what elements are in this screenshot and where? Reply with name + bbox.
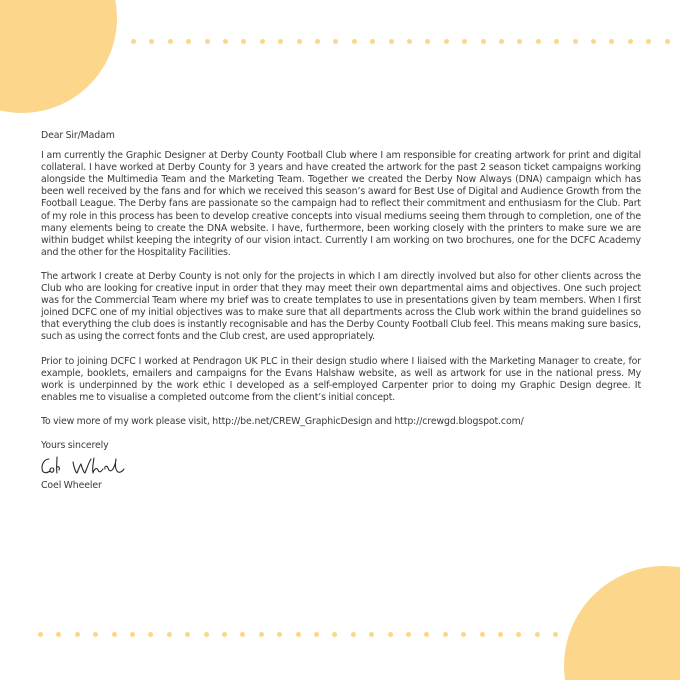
divider-dot: [186, 39, 191, 44]
divider-dot: [277, 632, 282, 637]
dot-divider-bottom: [0, 632, 680, 638]
handwritten-signature: [39, 454, 125, 478]
divider-dot: [168, 39, 173, 44]
divider-dot: [131, 39, 136, 44]
divider-dot: [222, 632, 227, 637]
divider-dot: [315, 39, 320, 44]
divider-dot: [591, 39, 596, 44]
divider-dot: [646, 39, 651, 44]
divider-dot: [296, 632, 301, 637]
divider-dot: [93, 632, 98, 637]
divider-dot: [185, 632, 190, 637]
cover-letter: [41, 130, 641, 492]
divider-dot: [424, 632, 429, 637]
divider-dot: [480, 632, 485, 637]
divider-dot: [240, 632, 245, 637]
divider-dot: [535, 632, 540, 637]
divider-dot: [148, 632, 153, 637]
divider-dot: [516, 632, 521, 637]
divider-dot: [38, 632, 43, 637]
divider-dot: [407, 39, 412, 44]
divider-dot: [278, 39, 283, 44]
divider-dot: [314, 632, 319, 637]
paragraph-previous-experience: Prior to joining DCFC I worked at Pendragon UK PLC in their design studio where I liaised with the Marketing Manager to create, for example, booklets, emailers and campaigns for the Evans Halshaw website, as well as artwork for use in the national press. My work is underpinned by the work ethic I developed as a self-employed Carpenter prior to doing my Graphic Design degree. It enables me to visualise a completed outcome from the client’s initial concept.: [41, 355, 641, 403]
divider-dot: [665, 39, 670, 44]
divider-dot: [333, 39, 338, 44]
divider-dot: [481, 39, 486, 44]
decorative-circle-bottom-right: [564, 566, 680, 680]
divider-dot: [204, 632, 209, 637]
divider-dot: [444, 39, 449, 44]
salutation: Dear Sir/Madam: [41, 130, 115, 141]
divider-dot: [406, 632, 411, 637]
divider-dot: [259, 632, 264, 637]
divider-dot: [241, 39, 246, 44]
divider-dot: [205, 39, 210, 44]
dot-divider-top: [0, 39, 680, 45]
divider-dot: [628, 39, 633, 44]
divider-dot: [149, 39, 154, 44]
divider-dot: [443, 632, 448, 637]
divider-dot: [389, 39, 394, 44]
divider-dot: [536, 39, 541, 44]
divider-dot: [130, 632, 135, 637]
divider-dot: [260, 39, 265, 44]
divider-dot: [462, 39, 467, 44]
divider-dot: [425, 39, 430, 44]
portfolio-links: To view more of my work please visit, http://be.net/CREW_GraphicDesign and http://crewgd.blogspot.com/: [41, 415, 524, 427]
divider-dot: [554, 39, 559, 44]
signer-name: Coel Wheeler: [41, 480, 102, 492]
divider-dot: [573, 39, 578, 44]
divider-dot: [498, 632, 503, 637]
divider-dot: [352, 39, 357, 44]
paragraph-club-clients: The artwork I create at Derby County is not only for the projects in which I am directly involved but also for other clients across the Club who are looking for creative input in order that they may meet their own departmental aims and objectives. One such project was for the Commercial Team where my brief was to create templates to use in presentations given by team members. When I first joined DCFC one of my initial objectives was to make sure that all departments across the Club work within the brand guidelines so that everything the club does is instantly recognisable and has the Derby County Football Club feel. This means making sure basics, such as using the correct fonts and the Club crest, are used appropriately.: [41, 270, 641, 343]
divider-dot: [112, 632, 117, 637]
decorative-circle-top-left: [0, 0, 117, 113]
divider-dot: [388, 632, 393, 637]
divider-dot: [351, 632, 356, 637]
divider-dot: [297, 39, 302, 44]
closing: Yours sincerely: [41, 439, 109, 451]
paragraph-current-role: I am currently the Graphic Designer at Derby County Football Club where I am responsible for creating artwork for print and digital collateral. I have worked at Derby County for 3 years and have created the artwork for the past 2 season ticket campaigns working alongside the Multimedia Team and the Marketing Team. Together we created the Derby Now Always (DNA) campaign which has been well received by the fans and for which we received this season’s award for Best Use of Digital and Audience Growth from the Football League. The Derby fans are passionate so the campaign had to reflect their commitment and enthusiasm for the Club. Part of my role in this process has been to develop creative concepts into visual mediums seeing them through to completion, one of the many elements being to create the DNA website. I have, furthermore, been working closely with the printers to make sure we are within budget whilst keeping the integrity of our vision intact. Currently I am working on two brochures, one for the DCFC Academy and the other for the Hospitality Facilities.: [41, 150, 641, 258]
divider-dot: [332, 632, 337, 637]
divider-dot: [369, 632, 374, 637]
divider-dot: [167, 632, 172, 637]
divider-dot: [75, 632, 80, 637]
divider-dot: [517, 39, 522, 44]
divider-dot: [223, 39, 228, 44]
divider-dot: [370, 39, 375, 44]
divider-dot: [609, 39, 614, 44]
divider-dot: [56, 632, 61, 637]
divider-dot: [553, 632, 558, 637]
divider-dot: [461, 632, 466, 637]
divider-dot: [499, 39, 504, 44]
